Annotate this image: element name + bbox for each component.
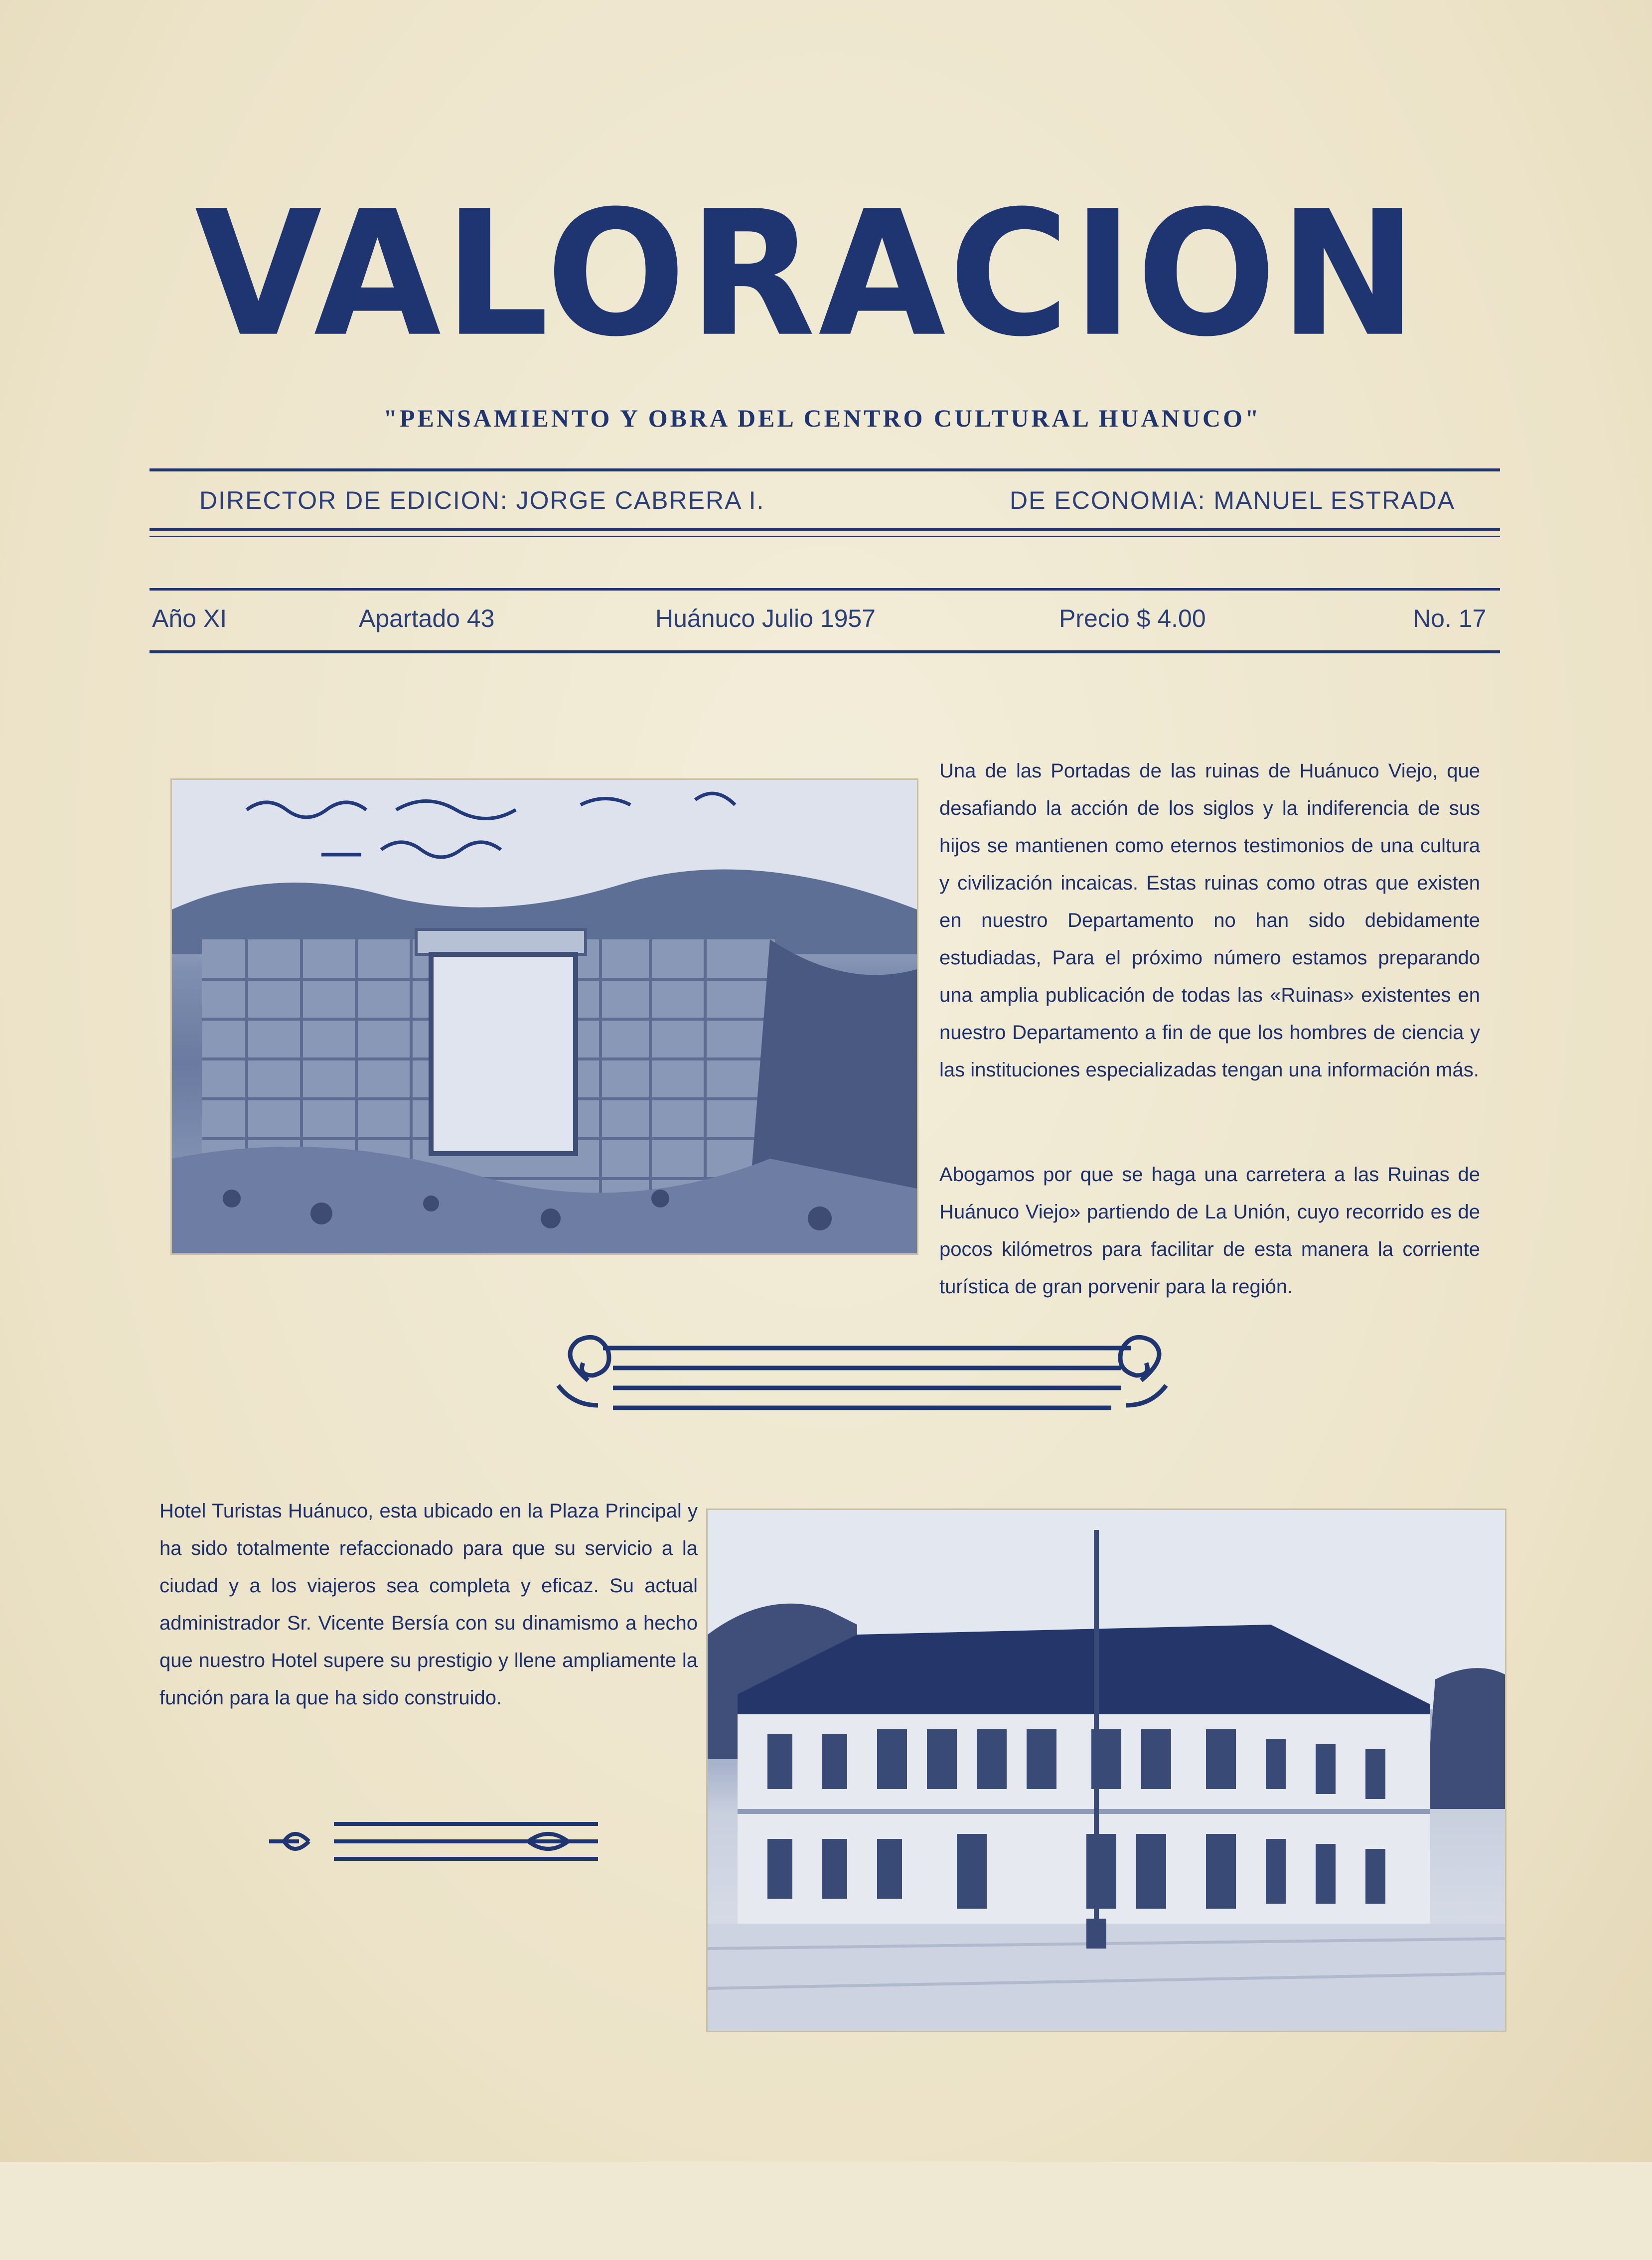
- magazine-subtitle: "PENSAMIENTO Y OBRA DEL CENTRO CULTURAL HUANUCO": [383, 404, 1261, 432]
- economy-credit: DE ECONOMIA: MANUEL ESTRADA: [1010, 486, 1455, 514]
- divider: [150, 468, 1500, 471]
- ruins-photo: [172, 780, 917, 1253]
- small-ornament: [249, 1814, 613, 1869]
- divider: [150, 536, 1500, 537]
- divider: [150, 650, 1500, 653]
- issue-number: No. 17: [1413, 604, 1487, 632]
- hotel-article: Hotel Turistas Huánuco, esta ubicado en la Plaza Principal y ha sido totalmente refaccionado para que su servicio a la ciudad y a los viajeros sea completa y eficaz. Su actual administrador Sr. Vicente Bersía con su dinamismo a hecho que nuestro Hotel supere su prestigio y llene ampliamente la función para la que ha sido construido.: [159, 1500, 698, 1709]
- hotel-photo: [708, 1510, 1505, 2031]
- issue-box: Apartado 43: [359, 604, 495, 632]
- magazine-title: VALORACION: [194, 173, 1420, 375]
- divider: [150, 528, 1500, 531]
- director-credit: DIRECTOR DE EDICION: JORGE CABRERA I.: [199, 486, 765, 514]
- scroll-ornament: [538, 1326, 1186, 1435]
- divider: [150, 588, 1500, 591]
- ruins-article-p2: Abogamos por que se haga una carretera a las Ruinas de Huánuco Viejo» partiendo de La Unión, cuyo recorrido es de pocos kilómetros para facilitar de esta manera la corriente turística de gran porvenir para la región.: [939, 1164, 1480, 1298]
- issue-place-date: Huánuco Julio 1957: [655, 604, 876, 632]
- issue-price: Precio $ 4.00: [1059, 604, 1206, 632]
- credits-line: [199, 486, 1455, 515]
- spacer: [249, 2255, 254, 2260]
- hotel-illustration: [708, 1510, 1505, 2031]
- ruins-illustration: [172, 780, 917, 1253]
- ruins-article-p1: Una de las Portadas de las ruinas de Huánuco Viejo, que desafiando la acción de los siglos y la indiferencia de sus hijos se mantienen como eternos testimonios de una cultura y civilización incaicas. Estas ruinas como otras que existen en nuestro Departamento no han sido debidamente estudiadas, Para el próximo número estamos preparando una amplia publicación de todas las «Ruinas» existentes en nuestro Departamento a fin de que los hombres de ciencia y las instituciones especializadas tengan una información más.: [939, 760, 1480, 1081]
- issue-year: Año XI: [152, 604, 227, 632]
- issue-line: [152, 604, 1502, 639]
